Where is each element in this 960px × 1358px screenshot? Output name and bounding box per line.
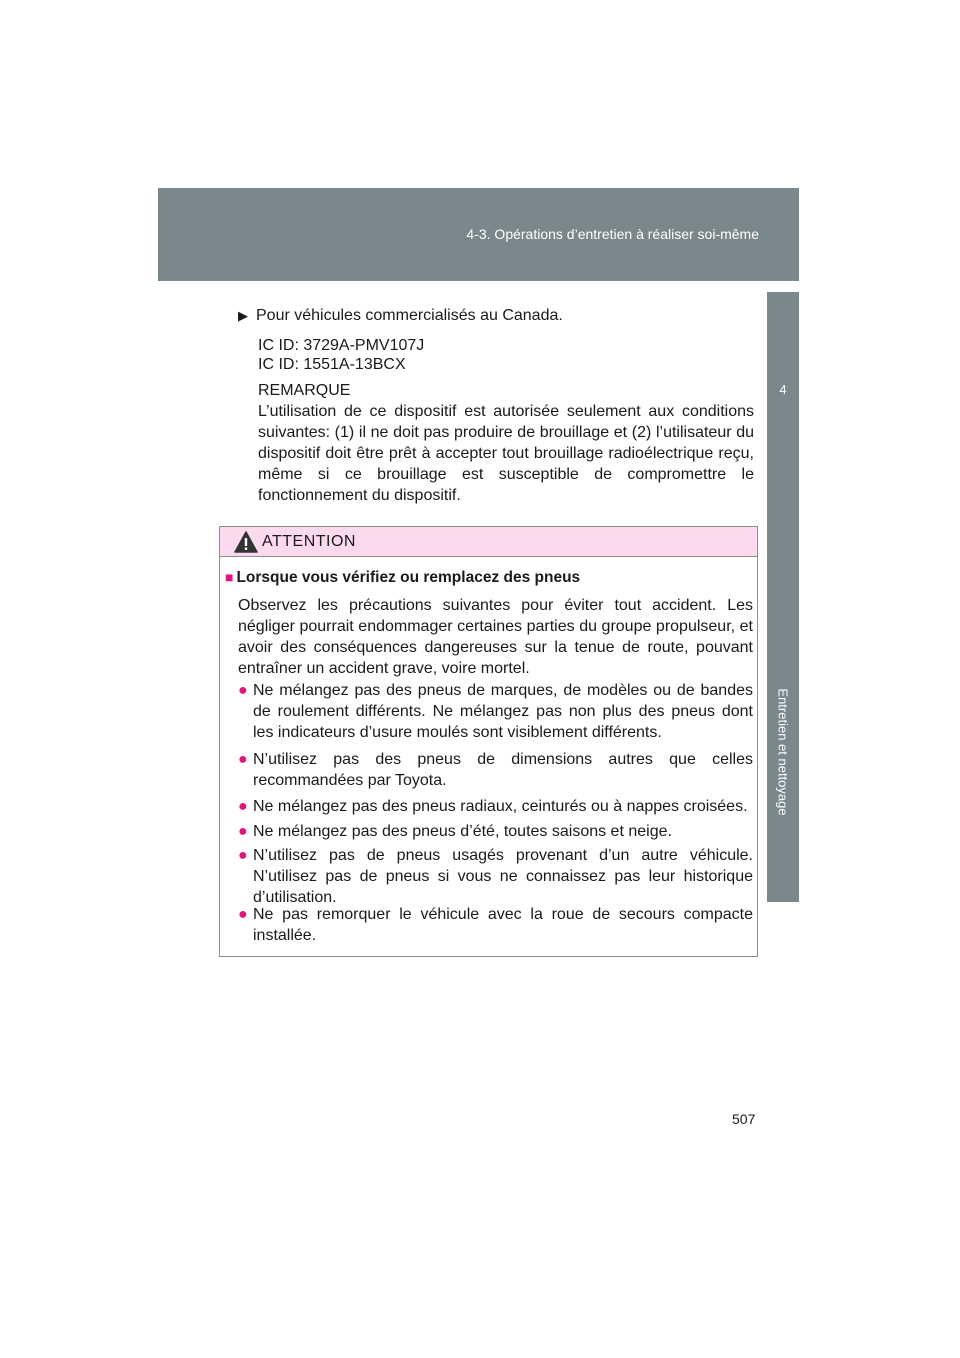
attention-box: [219, 526, 758, 957]
list-item: [238, 680, 753, 743]
ic-id-1: IC ID: 3729A-PMV107J: [258, 337, 425, 354]
chapter-label: Entretien et nettoyage: [775, 688, 791, 816]
list-item-text: N’utilisez pas de pneus usagés provenant d’un autre véhicule. N’utilisez pas de pneus si vous ne connaissez pas leur historique d’utilisation.: [253, 847, 753, 906]
warning-triangle-icon: [234, 531, 258, 553]
bullet-dot-icon: ●: [238, 906, 248, 923]
attention-subheading: [225, 569, 580, 587]
list-item: [238, 821, 753, 842]
ic-id-2: IC ID: 1551A-13BCX: [258, 356, 406, 373]
note-text: L’utilisation de ce dispositif est autorisée seulement aux conditions suivantes: (1) il ne doit pas produire de brouillage et (2) l’utilisateur du dispositif doit être prêt à accepter tout brouillage radioélectrique reçu, même si ce brouillage est susceptible de compromettre le fonctionnement du dispositif.: [258, 403, 754, 504]
bullet-dot-icon: ●: [238, 798, 248, 815]
list-item-text: Ne pas remorquer le véhicule avec la roue de secours compacte installée.: [253, 906, 753, 944]
note-title: REMARQUE: [258, 382, 351, 399]
bullet-dot-icon: ●: [238, 823, 248, 840]
chapter-number: 4: [779, 382, 787, 397]
canada-heading-text: Pour véhicules commercialisés au Canada.: [256, 307, 563, 324]
chapter-side-tab: [767, 292, 799, 902]
list-item: [238, 749, 753, 791]
chapter-header-band: [158, 188, 799, 281]
list-item: [238, 904, 753, 946]
chapter-title: 4-3. Opérations d’entretien à réaliser soi-même: [466, 226, 759, 242]
bullet-dot-icon: ●: [238, 847, 248, 864]
canada-heading: [238, 306, 563, 326]
attention-header: [220, 527, 757, 557]
list-item-text: Ne mélangez pas des pneus de marques, de modèles ou de bandes de roulement différents. Ne mélangez pas non plus des pneus dont les indicateurs d’usure moulés sont visiblement différents.: [253, 682, 753, 741]
bullet-dot-icon: ●: [238, 682, 248, 699]
list-item: [238, 845, 753, 908]
square-bullet-icon: ■: [225, 569, 234, 585]
attention-intro: Observez les précautions suivantes pour éviter tout accident. Les négliger pourrait endommager certaines parties du groupe propulseur, et avoir des conséquences dangereuses sur la tenue de route, pouvant entraîner un accident grave, voire mortel.: [238, 597, 753, 677]
list-item-text: Ne mélangez pas des pneus d’été, toutes saisons et neige.: [253, 823, 672, 840]
attention-title: ATTENTION: [262, 533, 356, 550]
attention-subheading-text: Lorsque vous vérifiez ou remplacez des pneus: [236, 569, 581, 586]
list-item-text: Ne mélangez pas des pneus radiaux, ceinturés ou à nappes croisées.: [253, 798, 748, 815]
note-block: [258, 380, 754, 506]
arrow-right-icon: ▶: [238, 308, 248, 323]
page-number: 507: [732, 1111, 756, 1127]
list-item: [238, 796, 753, 817]
list-item-text: N’utilisez pas des pneus de dimensions autres que celles recommandées par Toyota.: [253, 751, 753, 789]
bullet-dot-icon: ●: [238, 751, 248, 768]
